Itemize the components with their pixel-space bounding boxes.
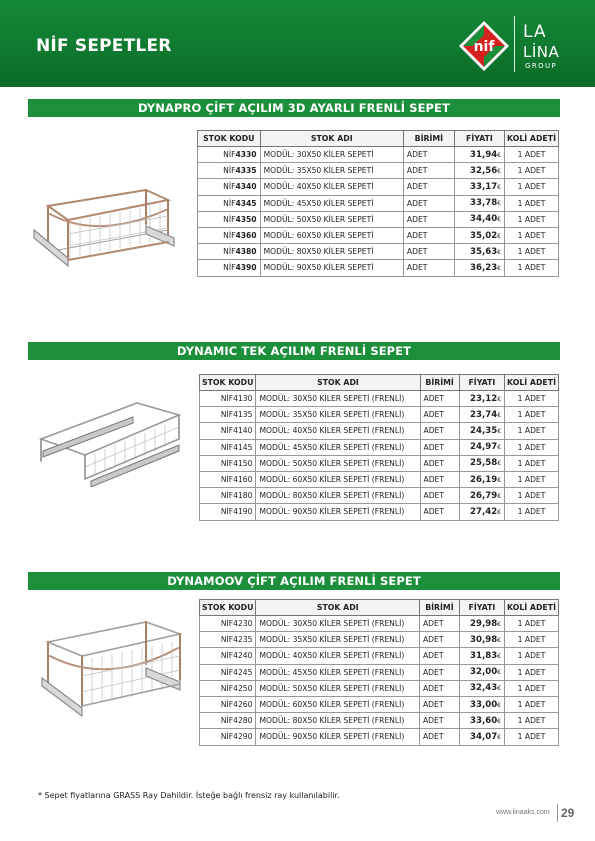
unit: ADET <box>403 227 454 243</box>
price-value: 26,19 <box>470 474 498 485</box>
stock-name: MODÜL: 80X50 KİLER SEPETİ <box>260 244 403 260</box>
stock-code-prefix: NİF <box>223 231 236 241</box>
currency-symbol: € <box>497 444 502 452</box>
section-title-dynamoov: DYNAMOOV ÇİFT AÇILIM FRENLİ SEPET <box>28 572 560 590</box>
footnote: * Sepet fiyatlarına GRASS Ray Dahildir. İsteğe bağlı frensiz ray kullanılabilir. <box>38 791 340 800</box>
column-header-price: FİYATI <box>459 600 504 616</box>
column-header-code: STOK KODU <box>198 131 261 147</box>
section-title-dynamic: DYNAMIC TEK AÇILIM FRENLİ SEPET <box>28 342 560 360</box>
price-value: 33,78 <box>469 198 498 209</box>
stock-name: MODÜL: 60X50 KİLER SEPETİ (FRENLİ) <box>256 696 420 712</box>
table-row <box>200 664 559 680</box>
logo-divider <box>514 16 515 72</box>
currency-symbol: € <box>497 411 502 419</box>
stock-code <box>200 632 256 648</box>
stock-code <box>200 680 256 696</box>
price-value: 24,35 <box>470 425 498 436</box>
box-quantity: 1 ADET <box>505 195 559 211</box>
price-value: 25,58 <box>470 458 498 469</box>
box-quantity: 1 ADET <box>505 163 559 179</box>
column-header-unit: BİRİMİ <box>419 600 459 616</box>
price-value: 34,07 <box>469 731 498 742</box>
price <box>459 729 504 745</box>
stock-code-number: 4380 <box>235 247 257 257</box>
table-row <box>200 696 559 712</box>
stock-code-number: 4230 <box>233 619 253 629</box>
stock-code <box>198 260 261 276</box>
stock-code-number: 4145 <box>233 442 253 452</box>
stock-code <box>200 439 256 455</box>
stock-code-number: 4290 <box>233 732 253 742</box>
dynapro-basket-image <box>28 180 178 272</box>
stock-name: MODÜL: 90X50 KİLER SEPETİ <box>260 260 403 276</box>
stock-name: MODÜL: 50X50 KİLER SEPETİ <box>260 211 403 227</box>
section-title-dynapro: DYNAPRO ÇİFT AÇILIM 3D AYARLI FRENLİ SEPET <box>28 99 560 117</box>
stock-name: MODÜL: 30X50 KİLER SEPETİ (FRENLİ) <box>256 391 420 407</box>
stock-code <box>198 195 261 211</box>
currency-symbol: € <box>497 492 502 500</box>
stock-code-prefix: NİF <box>223 182 236 192</box>
box-quantity: 1 ADET <box>505 648 559 664</box>
unit: ADET <box>419 664 459 680</box>
price-value: 26,79 <box>470 490 498 501</box>
stock-code <box>200 648 256 664</box>
table-row <box>198 147 559 163</box>
table-row <box>198 163 559 179</box>
stock-name: MODÜL: 80X50 KİLER SEPETİ (FRENLİ) <box>256 488 420 504</box>
stock-code <box>198 211 261 227</box>
stock-code <box>200 471 256 487</box>
stock-code-prefix: NİF <box>223 214 236 224</box>
stock-code-number: 4135 <box>233 410 253 420</box>
stock-code-number: 4150 <box>233 458 253 468</box>
price <box>459 423 504 439</box>
currency-symbol: € <box>497 248 501 256</box>
currency-symbol: € <box>497 733 501 741</box>
table-row <box>200 471 559 487</box>
price <box>454 163 504 179</box>
stock-code <box>200 407 256 423</box>
stock-name: MODÜL: 30X50 KİLER SEPETİ (FRENLİ) <box>256 616 420 632</box>
nif-logo-text: nif <box>473 39 495 55</box>
column-header-box: KOLİ ADETİ <box>505 131 559 147</box>
page-title: NİF SEPETLER <box>36 36 172 56</box>
box-quantity: 1 ADET <box>505 729 559 745</box>
unit: ADET <box>420 488 459 504</box>
stock-code-prefix: NİF <box>220 426 234 436</box>
stock-name: MODÜL: 40X50 KİLER SEPETİ (FRENLİ) <box>256 423 420 439</box>
price-value: 33,60 <box>469 715 498 726</box>
table-row <box>200 455 559 471</box>
price <box>459 696 504 712</box>
box-quantity: 1 ADET <box>505 455 559 471</box>
table-header-row <box>200 375 559 391</box>
stock-code-prefix: NİF <box>220 635 234 645</box>
table-header-row <box>200 600 559 616</box>
box-quantity: 1 ADET <box>505 680 559 696</box>
stock-name: MODÜL: 50X50 KİLER SEPETİ (FRENLİ) <box>256 455 420 471</box>
stock-name: MODÜL: 90X50 KİLER SEPETİ (FRENLİ) <box>256 729 420 745</box>
table-row <box>200 439 559 455</box>
stock-code-prefix: NİF <box>220 667 234 677</box>
table-row <box>198 227 559 243</box>
stock-code-prefix: NİF <box>220 683 234 693</box>
unit: ADET <box>419 632 459 648</box>
stock-code-number: 4240 <box>233 651 253 661</box>
lina-logo-group: GROUP <box>525 62 558 70</box>
currency-symbol: € <box>497 476 502 484</box>
box-quantity: 1 ADET <box>505 260 559 276</box>
currency-symbol: € <box>497 183 501 191</box>
stock-code <box>200 423 256 439</box>
stock-code-number: 4390 <box>235 263 257 273</box>
unit: ADET <box>403 195 454 211</box>
price-value: 23,12 <box>470 393 498 404</box>
price <box>459 455 504 471</box>
table-row <box>200 632 559 648</box>
column-header-unit: BİRİMİ <box>403 131 454 147</box>
stock-code-number: 4245 <box>233 667 253 677</box>
table-row <box>198 260 559 276</box>
table-row <box>198 211 559 227</box>
stock-code-number: 4140 <box>233 426 253 436</box>
currency-symbol: € <box>497 620 501 628</box>
box-quantity: 1 ADET <box>505 488 559 504</box>
price <box>459 664 504 680</box>
currency-symbol: € <box>497 200 501 208</box>
stock-name: MODÜL: 50X50 KİLER SEPETİ (FRENLİ) <box>256 680 420 696</box>
price <box>459 407 504 423</box>
unit: ADET <box>403 163 454 179</box>
table-row <box>200 391 559 407</box>
stock-code-prefix: NİF <box>220 716 234 726</box>
box-quantity: 1 ADET <box>505 439 559 455</box>
unit: ADET <box>420 391 459 407</box>
price-value: 27,42 <box>470 506 498 517</box>
price <box>454 260 504 276</box>
stock-code-prefix: NİF <box>223 198 236 208</box>
stock-code-number: 4130 <box>233 394 253 404</box>
box-quantity: 1 ADET <box>505 244 559 260</box>
stock-code <box>198 163 261 179</box>
table-header-row <box>198 131 559 147</box>
column-header-price: FİYATI <box>454 131 504 147</box>
dynamoov-price-table <box>199 599 559 746</box>
stock-code-number: 4360 <box>235 231 257 241</box>
currency-symbol: € <box>497 636 501 644</box>
currency-symbol: € <box>497 685 501 693</box>
unit: ADET <box>403 244 454 260</box>
table-row <box>200 407 559 423</box>
dynamic-basket-image <box>33 395 183 487</box>
stock-code-prefix: NİF <box>220 651 234 661</box>
stock-code-prefix: NİF <box>223 150 236 160</box>
column-header-name: STOK ADI <box>256 600 420 616</box>
stock-code <box>200 729 256 745</box>
stock-code-prefix: NİF <box>220 410 234 420</box>
stock-name: MODÜL: 45X50 KİLER SEPETİ <box>260 195 403 211</box>
currency-symbol: € <box>497 264 501 272</box>
price-value: 33,00 <box>469 699 498 710</box>
unit: ADET <box>419 648 459 664</box>
website-link[interactable]: www.linaaks.com <box>496 809 550 816</box>
currency-symbol: € <box>497 460 502 468</box>
stock-code <box>198 227 261 243</box>
box-quantity: 1 ADET <box>505 147 559 163</box>
unit: ADET <box>419 729 459 745</box>
price <box>454 244 504 260</box>
column-header-unit: BİRİMİ <box>420 375 459 391</box>
stock-code-number: 4280 <box>233 716 253 726</box>
column-header-code: STOK KODU <box>200 600 256 616</box>
currency-symbol: € <box>497 717 501 725</box>
table-row <box>200 713 559 729</box>
unit: ADET <box>420 439 459 455</box>
lina-logo-lina: LİNA <box>523 43 560 61</box>
stock-code-prefix: NİF <box>220 619 234 629</box>
stock-code-number: 4335 <box>235 166 257 176</box>
stock-code-number: 4250 <box>233 683 253 693</box>
stock-code-prefix: NİF <box>220 507 234 517</box>
table-row <box>200 680 559 696</box>
currency-symbol: € <box>497 427 502 435</box>
stock-name: MODÜL: 40X50 KİLER SEPETİ (FRENLİ) <box>256 648 420 664</box>
price-value: 29,98 <box>469 618 498 629</box>
price <box>459 471 504 487</box>
stock-code <box>200 713 256 729</box>
currency-symbol: € <box>497 167 501 175</box>
price <box>459 713 504 729</box>
nif-logo <box>458 20 510 72</box>
table-row <box>200 729 559 745</box>
stock-name: MODÜL: 60X50 KİLER SEPETİ <box>260 227 403 243</box>
stock-code-number: 4260 <box>233 700 253 710</box>
lina-group-logo <box>521 20 571 72</box>
price <box>459 632 504 648</box>
price <box>459 648 504 664</box>
dynapro-price-table <box>197 130 559 277</box>
price <box>459 504 504 520</box>
stock-code <box>200 504 256 520</box>
stock-code <box>198 147 261 163</box>
column-header-price: FİYATI <box>459 375 504 391</box>
stock-code-number: 4180 <box>233 491 253 501</box>
table-row <box>198 244 559 260</box>
unit: ADET <box>420 504 459 520</box>
price-value: 24,97 <box>470 442 498 453</box>
box-quantity: 1 ADET <box>505 664 559 680</box>
column-header-box: KOLİ ADETİ <box>505 600 559 616</box>
stock-name: MODÜL: 45X50 KİLER SEPETİ (FRENLİ) <box>256 664 420 680</box>
price-value: 33,17 <box>469 181 498 192</box>
price-value: 31,83 <box>469 650 498 661</box>
unit: ADET <box>420 407 459 423</box>
box-quantity: 1 ADET <box>505 391 559 407</box>
price-value: 32,56 <box>469 165 498 176</box>
currency-symbol: € <box>497 216 501 224</box>
price-value: 35,63 <box>469 246 498 257</box>
stock-code <box>200 488 256 504</box>
stock-code-number: 4235 <box>233 635 253 645</box>
price <box>454 227 504 243</box>
stock-code-prefix: NİF <box>220 458 234 468</box>
currency-symbol: € <box>497 508 502 516</box>
price <box>459 680 504 696</box>
dynamic-price-table <box>199 374 559 521</box>
page-header <box>0 0 595 87</box>
price-value: 30,98 <box>469 634 498 645</box>
stock-code-prefix: NİF <box>220 442 234 452</box>
stock-name: MODÜL: 90X50 KİLER SEPETİ (FRENLİ) <box>256 504 420 520</box>
unit: ADET <box>403 147 454 163</box>
price <box>459 439 504 455</box>
stock-code-prefix: NİF <box>223 166 236 176</box>
price-value: 32,43 <box>469 683 498 694</box>
currency-symbol: € <box>497 669 501 677</box>
table-row <box>198 195 559 211</box>
unit: ADET <box>419 696 459 712</box>
box-quantity: 1 ADET <box>505 713 559 729</box>
unit: ADET <box>420 423 459 439</box>
box-quantity: 1 ADET <box>505 471 559 487</box>
unit: ADET <box>403 179 454 195</box>
stock-name: MODÜL: 35X50 KİLER SEPETİ (FRENLİ) <box>256 632 420 648</box>
box-quantity: 1 ADET <box>505 423 559 439</box>
unit: ADET <box>420 455 459 471</box>
box-quantity: 1 ADET <box>505 179 559 195</box>
stock-code <box>200 616 256 632</box>
table-row <box>200 488 559 504</box>
stock-name: MODÜL: 30X50 KİLER SEPETİ <box>260 147 403 163</box>
stock-name: MODÜL: 80X50 KİLER SEPETİ (FRENLİ) <box>256 713 420 729</box>
stock-code-number: 4160 <box>233 475 253 485</box>
price <box>454 147 504 163</box>
stock-code-prefix: NİF <box>220 491 234 501</box>
stock-code <box>200 664 256 680</box>
stock-name: MODÜL: 35X50 KİLER SEPETİ (FRENLİ) <box>256 407 420 423</box>
table-row <box>200 616 559 632</box>
price-value: 23,74 <box>470 409 498 420</box>
stock-code-prefix: NİF <box>223 263 236 273</box>
stock-code-prefix: NİF <box>220 475 234 485</box>
box-quantity: 1 ADET <box>505 407 559 423</box>
stock-code <box>198 244 261 260</box>
unit: ADET <box>403 260 454 276</box>
table-row <box>200 504 559 520</box>
stock-code-prefix: NİF <box>223 247 236 257</box>
price <box>454 179 504 195</box>
box-quantity: 1 ADET <box>505 211 559 227</box>
footer-divider <box>557 804 558 822</box>
price <box>459 616 504 632</box>
currency-symbol: € <box>497 652 501 660</box>
column-header-box: KOLİ ADETİ <box>505 375 559 391</box>
unit: ADET <box>419 680 459 696</box>
table-row <box>200 648 559 664</box>
column-header-name: STOK ADI <box>256 375 420 391</box>
stock-code-number: 4345 <box>235 198 257 208</box>
box-quantity: 1 ADET <box>505 632 559 648</box>
stock-code <box>200 455 256 471</box>
currency-symbol: € <box>497 232 501 240</box>
page-number: 29 <box>561 806 575 820</box>
stock-code-number: 4190 <box>233 507 253 517</box>
unit: ADET <box>420 471 459 487</box>
stock-name: MODÜL: 35X50 KİLER SEPETİ <box>260 163 403 179</box>
stock-name: MODÜL: 45X50 KİLER SEPETİ (FRENLİ) <box>256 439 420 455</box>
price-value: 36,23 <box>469 262 498 273</box>
stock-code-prefix: NİF <box>220 732 234 742</box>
currency-symbol: € <box>497 701 501 709</box>
stock-code-prefix: NİF <box>220 394 234 404</box>
price-value: 34,40 <box>469 214 498 225</box>
box-quantity: 1 ADET <box>505 616 559 632</box>
stock-code <box>198 179 261 195</box>
box-quantity: 1 ADET <box>505 504 559 520</box>
stock-code-number: 4350 <box>235 214 257 224</box>
unit: ADET <box>419 713 459 729</box>
price-value: 32,00 <box>469 667 498 678</box>
currency-symbol: € <box>497 395 502 403</box>
stock-code-number: 4340 <box>235 182 257 192</box>
currency-symbol: € <box>497 151 501 159</box>
price <box>459 488 504 504</box>
unit: ADET <box>419 616 459 632</box>
unit: ADET <box>403 211 454 227</box>
stock-name: MODÜL: 40X50 KİLER SEPETİ <box>260 179 403 195</box>
dynamoov-basket-image <box>38 608 183 720</box>
stock-name: MODÜL: 60X50 KİLER SEPETİ (FRENLİ) <box>256 471 420 487</box>
lina-logo-la: LA <box>523 22 547 42</box>
price <box>454 211 504 227</box>
stock-code <box>200 391 256 407</box>
column-header-code: STOK KODU <box>200 375 256 391</box>
stock-code-prefix: NİF <box>220 700 234 710</box>
price-value: 31,94 <box>469 149 498 160</box>
table-row <box>200 423 559 439</box>
table-row <box>198 179 559 195</box>
price <box>454 195 504 211</box>
stock-code-number: 4330 <box>235 150 257 160</box>
price <box>459 391 504 407</box>
price-value: 35,02 <box>469 230 498 241</box>
column-header-name: STOK ADI <box>260 131 403 147</box>
box-quantity: 1 ADET <box>505 227 559 243</box>
box-quantity: 1 ADET <box>505 696 559 712</box>
stock-code <box>200 696 256 712</box>
